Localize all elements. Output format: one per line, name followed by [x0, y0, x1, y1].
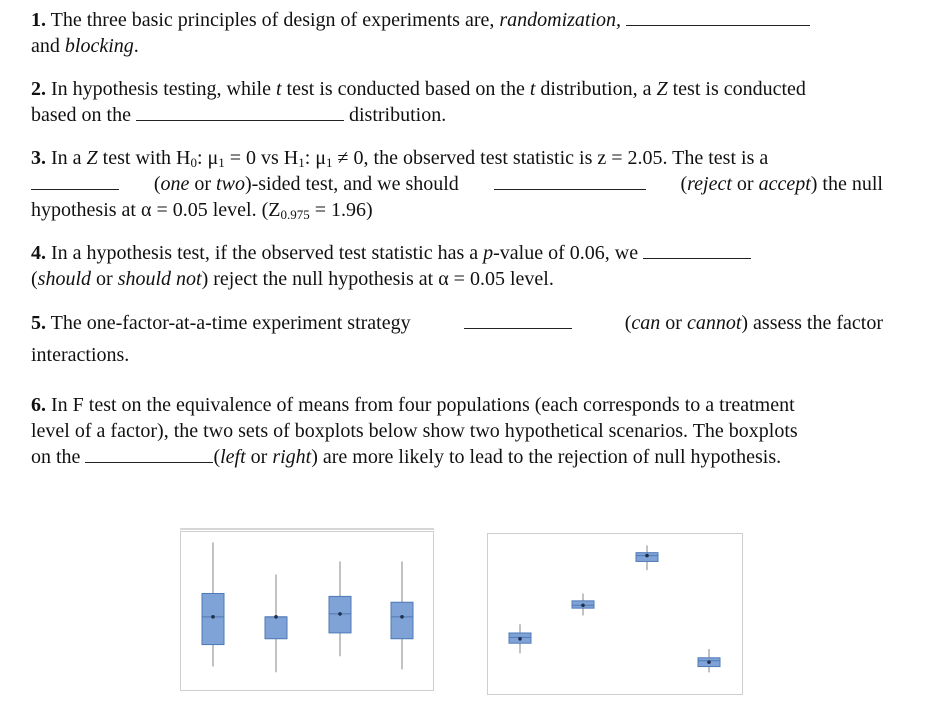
question-1-line-1 [31, 7, 883, 33]
mean-marker [400, 615, 404, 619]
question-2-line-2 [31, 102, 883, 128]
question-text: . [133, 35, 139, 57]
question-text: In a [46, 147, 87, 169]
question-text: In F test on the equivalence of means from four populations (each corresponds to a treatment [46, 394, 795, 416]
question-text: = 0 vs H [224, 147, 299, 169]
question-text: test is conducted [667, 78, 806, 100]
question-text: : μ [196, 147, 219, 169]
question-text: based on the [31, 104, 131, 126]
paren: ( [213, 446, 221, 468]
choice-accept: accept [758, 173, 811, 195]
question-3-decision-choice [680, 171, 883, 197]
question-4-line-2 [31, 266, 883, 292]
question-1-line-2 [31, 33, 883, 59]
question-2-line-1 [31, 76, 883, 102]
question-term: Z [656, 78, 668, 100]
boxplot-right [487, 533, 743, 695]
answer-blank-4[interactable] [643, 240, 751, 259]
answer-blank-6[interactable] [85, 444, 213, 463]
question-text: or [660, 312, 687, 334]
question-number: 1. [31, 9, 46, 31]
paren: ( [624, 312, 632, 334]
question-text: ) are more likely to lead to the rejection of null hypothesis. [311, 446, 782, 468]
question-text: distribution, a [535, 78, 657, 100]
mean-marker [211, 615, 215, 619]
question-3-sided-choice [154, 171, 459, 197]
answer-blank-3a[interactable] [31, 171, 119, 190]
paren: ( [680, 173, 688, 195]
choice-should: should [37, 268, 92, 290]
question-6-line-1 [31, 392, 883, 418]
question-3-line-2 [31, 171, 883, 197]
subscript: 1 [298, 155, 305, 170]
answer-blank-2[interactable] [136, 102, 344, 121]
question-3-line-3 [31, 197, 883, 223]
subscript: 0.975 [280, 207, 310, 222]
question-text: -value of 0.06, we [493, 242, 639, 264]
answer-blank-1[interactable] [626, 7, 810, 26]
question-term: randomization, [499, 9, 622, 31]
question-6-line-2: level of a factor), the two sets of boxplots below show two hypothetical scenarios. The boxplots [31, 420, 798, 442]
question-term: t [275, 78, 282, 100]
question-4 [31, 240, 883, 292]
paren: ( [31, 268, 38, 290]
question-text: hypothesis at α = 0.05 level. (Z [31, 199, 281, 221]
subscript: 1 [326, 155, 333, 170]
question-text: In hypothesis testing, while [46, 78, 276, 100]
answer-blank-3b[interactable] [494, 171, 646, 190]
mean-marker [645, 554, 649, 558]
question-5-line-1 [31, 310, 883, 336]
question-number: 2. [31, 78, 46, 100]
question-5-choice [625, 310, 883, 336]
question-number: 3. [31, 147, 46, 169]
question-text: test with H [97, 147, 191, 169]
question-5-line-2: interactions. [31, 344, 130, 366]
question-1 [31, 7, 883, 59]
question-text: ) assess the factor [741, 312, 883, 334]
boxplot-left [180, 528, 434, 692]
question-text: or [189, 173, 217, 195]
boxplot-left-svg [180, 528, 434, 692]
choice-can: can [631, 312, 661, 334]
question-term: p [483, 242, 494, 264]
boxplot-right-svg [487, 533, 743, 695]
question-text: The three basic principles of design of experiments are, [46, 9, 500, 31]
mean-marker [518, 637, 522, 641]
question-text: ) reject the null hypothesis at α = 0.05 level. [201, 268, 554, 290]
question-number: 4. [31, 242, 46, 264]
question-6 [31, 392, 883, 470]
question-3 [31, 145, 883, 223]
subscript: 1 [218, 155, 225, 170]
box [391, 602, 413, 639]
question-4-line-1 [31, 240, 883, 266]
choice-right: right [272, 446, 312, 468]
question-text: distribution. [348, 104, 447, 126]
choice-cannot: cannot [686, 312, 742, 334]
question-text: ≠ 0, the observed test statistic is z = 2.05. The test is a [332, 147, 769, 169]
question-text: The one-factor-at-a-time experiment strategy [46, 312, 411, 334]
question-text: on the [31, 446, 81, 468]
question-text: or [91, 268, 118, 290]
choice-should-not: should not [117, 268, 202, 290]
subscript: 0 [190, 155, 197, 170]
question-text: test is conducted based on the [281, 78, 530, 100]
question-number: 5. [31, 312, 46, 334]
mean-marker [707, 660, 711, 664]
question-term: t [529, 78, 536, 100]
answer-blank-5[interactable] [464, 310, 572, 329]
question-text: or [245, 446, 273, 468]
mean-marker [338, 612, 342, 616]
plot-frame [488, 534, 743, 695]
question-number: 6. [31, 394, 46, 416]
question-text: or [731, 173, 759, 195]
mean-marker [581, 603, 585, 607]
question-2 [31, 76, 883, 128]
question-text: = 1.96) [309, 199, 373, 221]
paren: ( [153, 173, 161, 195]
choice-left: left [220, 446, 246, 468]
question-text: In a hypothesis test, if the observed test statistic has a [46, 242, 484, 264]
question-text: : μ [304, 147, 327, 169]
box [265, 617, 287, 639]
question-5 [31, 310, 883, 368]
question-6-line-3 [31, 444, 883, 470]
question-term: blocking [64, 35, 134, 57]
choice-two: two [216, 173, 245, 195]
question-text: and [31, 35, 65, 57]
question-text: )-sided test, and we should [244, 173, 459, 195]
choice-one: one [160, 173, 190, 195]
question-term: Z [86, 147, 98, 169]
box [202, 593, 224, 644]
question-text: ) the null [810, 173, 883, 195]
mean-marker [274, 615, 278, 619]
choice-reject: reject [687, 173, 732, 195]
question-3-line-1 [31, 145, 883, 171]
